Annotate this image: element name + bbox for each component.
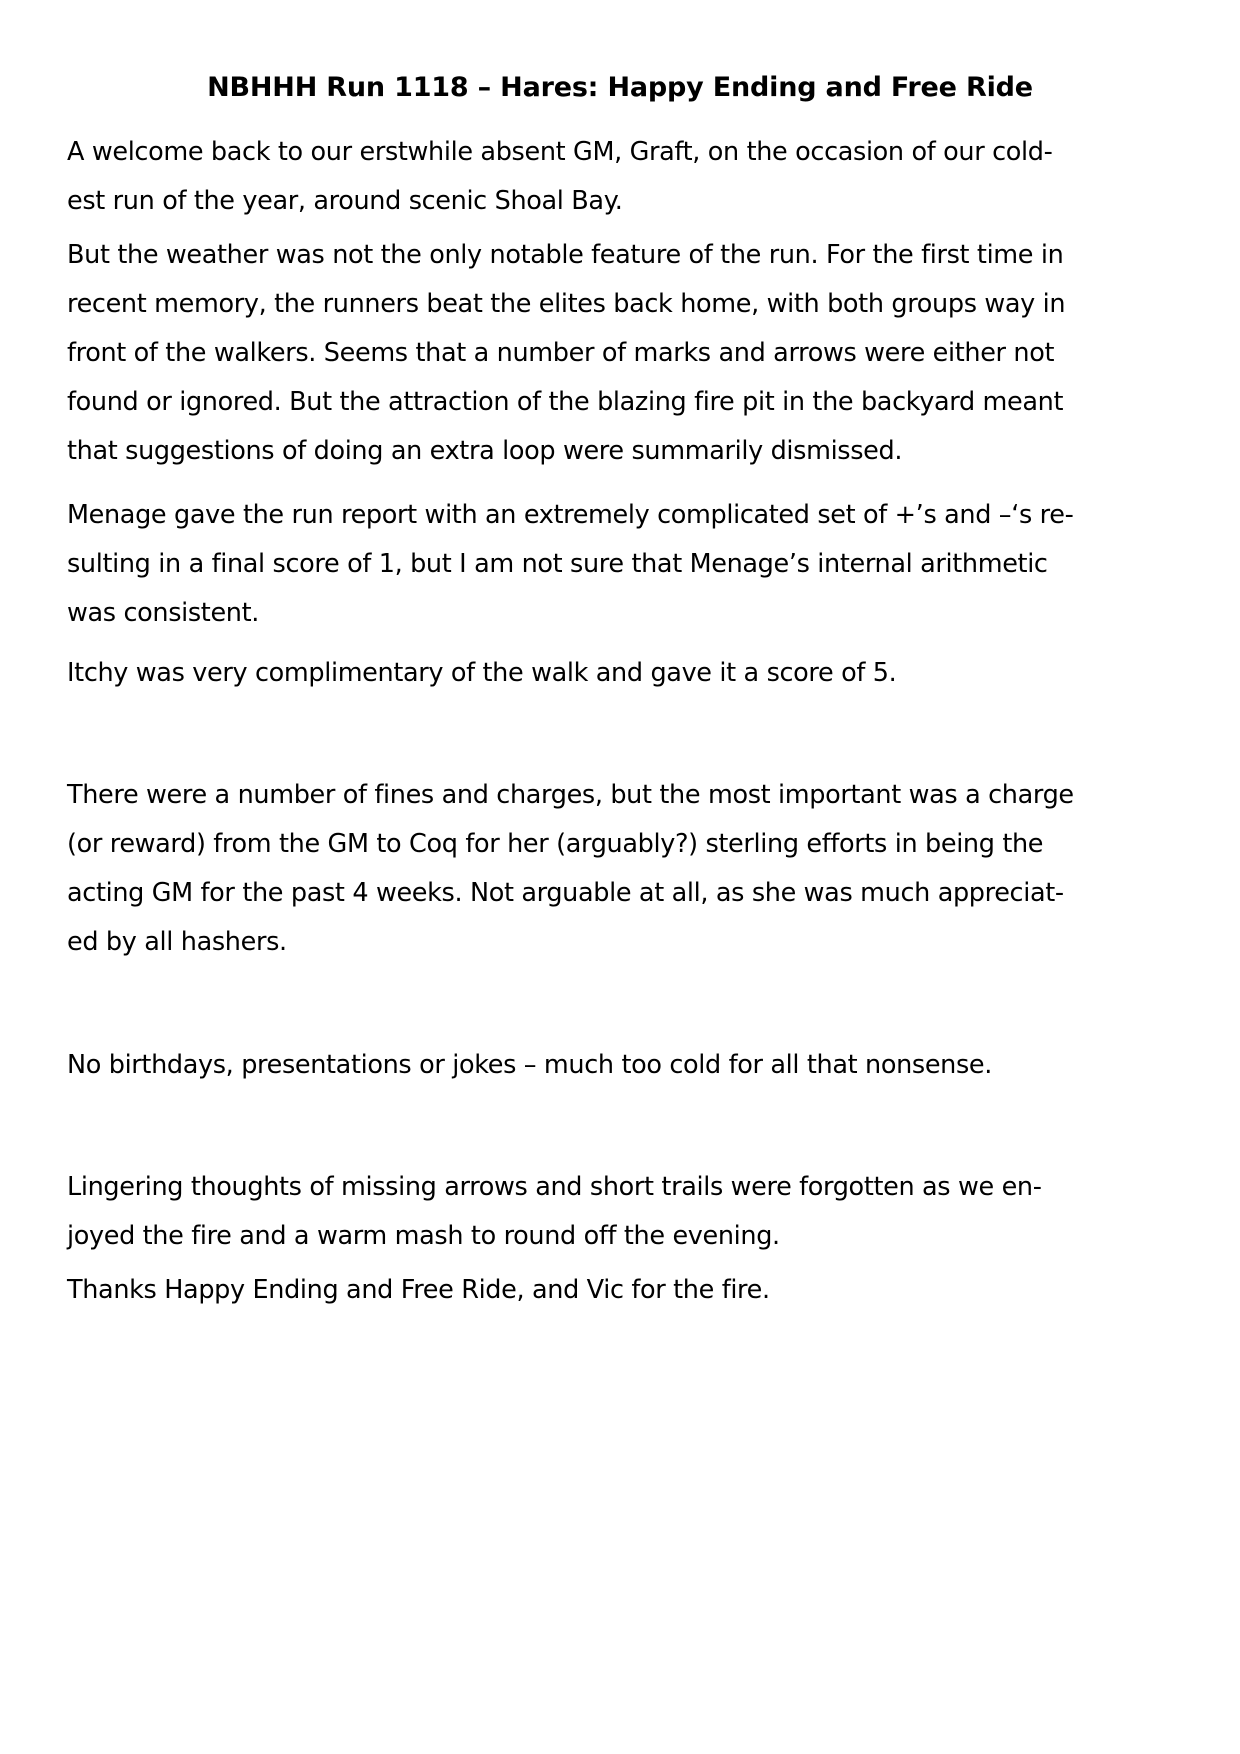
text-line: that suggestions of doing an extra loop were summarily dismissed. (67, 436, 903, 466)
text-line: Lingering thoughts of missing arrows and short trails were forgotten as we en- (67, 1172, 1042, 1202)
text-line: est run of the year, around scenic Shoal Bay. (67, 186, 623, 216)
paragraph-welcome (67, 128, 1187, 226)
document-title: NBHHH Run 1118 – Hares: Happy Ending and Free Ride (207, 72, 1033, 103)
text-line: Itchy was very complimentary of the walk and gave it a score of 5. (67, 658, 897, 688)
text-line: (or reward) from the GM to Coq for her (arguably?) sterling efforts in being the (67, 829, 1044, 859)
paragraph-walk-report (67, 649, 1187, 698)
text-line: Thanks Happy Ending and Free Ride, and Vic for the fire. (67, 1275, 770, 1305)
text-line: sulting in a final score of 1, but I am not sure that Menage’s internal arithmetic (67, 549, 1048, 579)
text-line: There were a number of fines and charges, but the most important was a charge (67, 780, 1074, 810)
text-line: was consistent. (67, 598, 260, 628)
paragraph-weather (67, 231, 1187, 476)
paragraph-thanks (67, 1266, 1187, 1315)
paragraph-fines (67, 771, 1187, 967)
paragraph-no-birthdays (67, 1041, 1187, 1090)
text-line: front of the walkers. Seems that a number of marks and arrows were either not (67, 338, 1055, 368)
text-line: A welcome back to our erstwhile absent GM, Graft, on the occasion of our cold- (67, 137, 1053, 167)
text-line: Menage gave the run report with an extremely complicated set of +’s and –‘s re- (67, 500, 1074, 530)
text-line: acting GM for the past 4 weeks. Not arguable at all, as she was much appreciat- (67, 878, 1064, 908)
text-line: But the weather was not the only notable feature of the run. For the first time in (67, 240, 1064, 270)
text-line: joyed the fire and a warm mash to round off the evening. (67, 1221, 780, 1251)
text-line: recent memory, the runners beat the elites back home, with both groups way in (67, 289, 1066, 319)
text-line: ed by all hashers. (67, 927, 287, 957)
text-line: found or ignored. But the attraction of the blazing fire pit in the backyard meant (67, 387, 1064, 417)
paragraph-lingering (67, 1163, 1187, 1261)
text-line: No birthdays, presentations or jokes – much too cold for all that nonsense. (67, 1050, 993, 1080)
paragraph-run-report (67, 491, 1187, 638)
